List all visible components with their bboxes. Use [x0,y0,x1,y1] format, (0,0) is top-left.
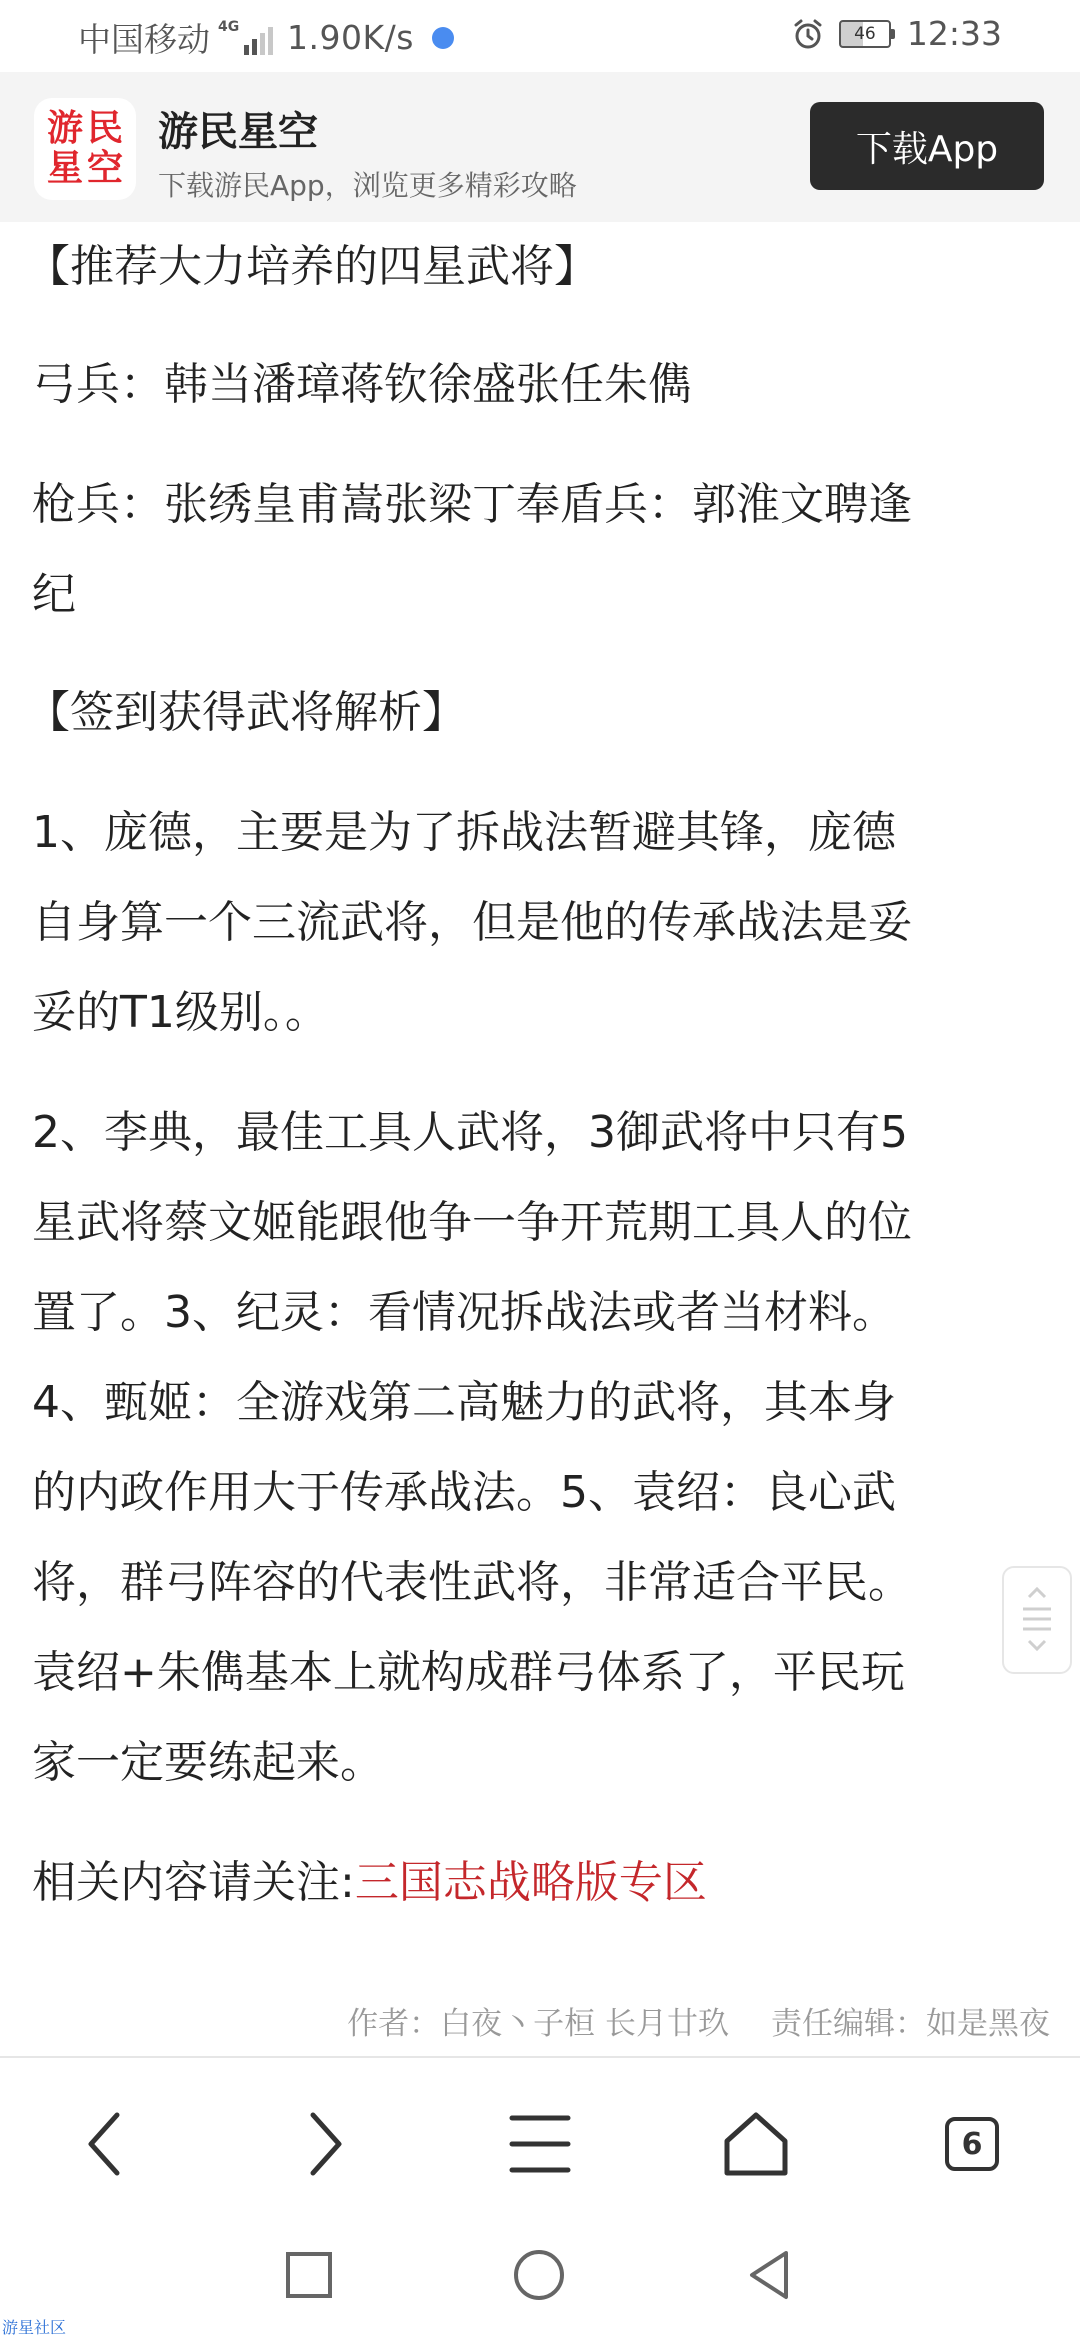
home-button[interactable] [706,2094,806,2194]
archers-line: 弓兵：韩当潘璋蒋钦徐盛张任朱儁 [32,359,692,410]
forward-button[interactable] [274,2094,374,2194]
system-home-button[interactable] [494,2230,584,2320]
browser-app-icon [432,27,454,49]
tabs-icon: 6 [945,2117,999,2171]
clock: 12:33 [906,14,1002,53]
section-heading-recommend: 【推荐大力培养的四星武将】 [26,241,598,292]
item1-line-1: 1、庞德，主要是为了拆战法暂避其锋，庞德 [32,807,896,858]
app-download-banner [0,72,1080,222]
menu-icon [508,2112,572,2176]
section-heading-signin: 【签到获得武将解析】 [26,687,466,738]
related-topic-link[interactable]: 三国志战略版专区 [354,1857,707,1908]
item2-line-7: 袁绍+朱儁基本上就构成群弓体系了，平民玩 [32,1647,905,1698]
home-icon [721,2109,791,2179]
item2-line-3: 置了。3、纪灵：看情况拆战法或者当材料。 [32,1287,896,1338]
home-circle-icon [511,2247,567,2303]
alarm-icon [791,17,825,51]
tabs-button[interactable] [922,2094,1022,2194]
item2-line-5: 的内政作用大于传承战法。5、袁绍：良心武 [32,1467,896,1518]
browser-toolbar [0,2056,1080,2228]
app-logo[interactable] [34,98,136,200]
system-back-button[interactable] [724,2230,814,2320]
app-name: 游民星空 [158,109,318,155]
battery-icon [839,20,895,48]
author-credit: 作者：白夜丶子桓 长月廿玖 [347,2006,729,2042]
forward-icon [299,2109,349,2179]
network-speed: 1.90K/s [287,18,414,57]
logo-mark: 游 民 星 空 [46,108,123,189]
carrier-name: 中国移动 [78,20,210,59]
byline [347,1998,1050,2043]
system-navigation-bar [0,2226,1080,2340]
scroll-to-top-button[interactable] [1002,1566,1072,1674]
item2-line-2: 星武将蔡文姬能跟他争一争开荒期工具人的位 [32,1197,912,1248]
back-button[interactable] [56,2094,156,2194]
battery-level: 46 [839,20,891,48]
recents-icon [284,2250,334,2300]
network-type-label: 4G [218,18,240,35]
menu-button[interactable] [490,2094,590,2194]
item2-line-4: 4、甄姬：全游戏第二高魅力的武将，其本身 [32,1377,896,1428]
related-prefix: 相关内容请关注: [32,1857,355,1908]
status-bar [0,0,1080,72]
status-left [78,14,454,61]
status-right [791,14,1002,53]
app-subtitle: 下载游民App，浏览更多精彩攻略 [158,169,577,202]
signal-icon [218,18,273,55]
scroll-arrows-icon [1017,1585,1057,1655]
item2-line-8: 家一定要练起来。 [32,1737,384,1788]
editor-credit: 责任编辑：如是黑夜 [771,2006,1050,2042]
spearmen-line-1: 枪兵：张绣皇甫嵩张梁丁奉盾兵：郭淮文聘逢 [32,479,912,530]
item2-line-6: 将，群弓阵容的代表性武将，非常适合平民。 [32,1557,912,1608]
spearmen-line-2: 纪 [32,569,76,620]
related-content-line [32,1838,1052,1928]
download-app-button[interactable]: 下载App [810,102,1044,190]
item1-line-2: 自身算一个三流武将，但是他的传承战法是妥 [32,897,912,948]
item2-line-1: 2、李典，最佳工具人武将，3御武将中只有5 [32,1107,908,1158]
recents-button[interactable] [264,2230,354,2320]
watermark: 游星社区 [2,2318,67,2337]
back-triangle-icon [744,2247,794,2303]
back-icon [81,2109,131,2179]
article-body [26,222,1052,1928]
item1-line-3: 妥的T1级别。。 [32,987,329,1038]
